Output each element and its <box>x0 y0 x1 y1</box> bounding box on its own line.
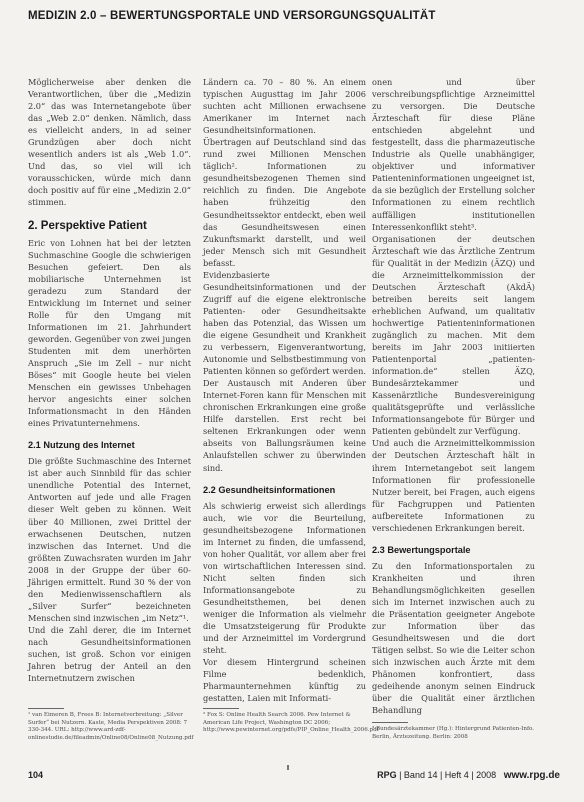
subsection-heading: 2.1 Nutzung des Internet <box>28 440 135 451</box>
footnote-column-2 <box>203 708 379 735</box>
paragraph: Zu den Informationsportalen zu Krankheiten und ihren Behandlungsmöglichkeiten gesellen sich im Internet inzwischen auch zu die Präsentation geeigneter Angebote zur Information über das Gesundheitswesen und die dort Tätigen selbst. So wie die Leiter schon sich inzwischen auch Ärzte mit dem Phänomen konfrontiert, dass gedeihende anonym seinen Eindruck über die Qualität einer ärztlichen Behandlung <box>372 560 535 716</box>
footnote: ³ Bundesärztekammer (Hg.): Hintergrund Patienten-Info. Berlin, Ärztezeitung. Berlin: 2008 <box>372 726 535 740</box>
paragraph: Und die Zahl derer, die im Internet nach Gesundheitsinformationen suchen, ist groß. Schon vor einigen Jahren betrug der Anteil an den Internetnutzern zwischen <box>28 624 191 684</box>
paragraph: Als schwierig erweist sich allerdings auch, wie vor die Beurteilung, gesundheitsbezogene Informationen im Internet zu finden, die umfassend, von hoher Qualität, vor allem aber frei von wirtschaftlichen Interessen sind. Nicht selten finden sich Informationsangebote zu Gesundheitsthemen, bei denen weniger die Information als vielmehr die Umsatzsteigerung für Produkte und der Arzneimittel im Vordergrund steht. <box>203 500 366 656</box>
paragraph: Möglicherweise aber denken die Verantwortlichen, über die „Medizin 2.0“ das was Internetangebote über das „Web 2.0“ denken. Nämlich, dass es vielleicht anders, in ad seiner Grundzügen aber doch nicht wesentlich anders ist als „Web 1.0“. Und das, so viel will ich vorausschicken, würde mich dann doch positiv auf für eine „Medizin 2.0“ stimmen. <box>28 77 191 208</box>
paragraph: Evidenzbasierte Gesundheitsinformationen und der Zugriff auf die eigene elektronische Patienten- oder Gesundheitsakte haben das Potenzial, das Wissen um die eigene Gesundheit und Krankheit zu verbessern, Eigenverantwortung, Autonomie und Selbstbestimmung von Patienten können so gefördert werden. Der Austausch mit Anderen über Internet-Foren kann für Menschen mit chronischen Erkrankungen eine große Hilfe darstellen. Erst recht bei seltenen Erkrankungen oder wenn abseits von Ballungsräumen keine Anlaufstellen schwer zu überwinden sind. <box>203 269 366 473</box>
page-header: MEDIZIN 2.0 – BEWERTUNGSPORTALE UND VERSORGUNGSQUALITÄT <box>28 10 436 22</box>
column-2 <box>203 76 366 704</box>
footnote-column-3 <box>372 722 535 741</box>
paragraph: Ländern ca. 70 – 80 %. An einem typischen Augusttag im Jahr 2006 suchten acht Millionen erwachsene Amerikaner im Internet nach Gesundheitsinformationen. Übertragen auf Deutschland sind das rund zwei Millionen Menschen täglich². Informationen zu gesundheitsbezogenen Themen sind reichlich zu finden. Die Angebote haben frühzeitig den Gesundheitssektor entdeckt, eben weil das Gesundheitswesen einen Zukunftsmarkt darstellt, und weil jeder Mensch sich mit Gesundheit befasst. <box>203 77 366 268</box>
paragraph: Und auch die Arzneimittelkommission der Deutschen Ärzteschaft hält in ihrem Internetangebot seit langem Informationen für professionelle Nutzer bereit, bei Fragen, auch eigens für Fachgruppen und Patienten aufbereitete Informationen zu verschiedenen Erkrankungen bereit. <box>372 438 535 533</box>
footnote-column-1 <box>28 708 194 742</box>
section-heading: 2. Perspektive Patient <box>28 219 147 232</box>
journal-info <box>377 770 560 781</box>
page-footer <box>28 770 560 784</box>
footnote: ¹ van Eimeren B, Frees B: Internetverbreitung: „Silver Surfer“ bei Nutzern. Kaste, Media Perspektiven 2008: 7 330-344. URL: http://www.ard-zdf-onlinestudie.de/fileadmin/Online08/Online08_Nutzung.pdf <box>28 712 194 741</box>
page-number: 104 <box>28 770 44 780</box>
paragraph: Die größte Suchmaschine des Internet ist aber auch Sinnbild für das schier unendliche Potential des Internet, Antworten auf jede und alle Fragen dieser Welt geben zu können. Weit über 40 Millionen, zwei Drittel der erwachsenen Deutschen, nutzen inzwischen das Internet. Und die größten Zuwachsraten wurden im Jahr 2008 in der Gruppe der über 60-Jährigen ermittelt. Rund 30 % der von den Medienwissenschaftlern als „Silver Surfer“ bezeichneten Menschen sind inzwischen „im Netz“¹. <box>28 456 191 623</box>
subsection-heading: 2.2 Gesundheitsinformationen <box>203 484 336 495</box>
footnote-rule <box>203 708 239 709</box>
subsection-heading: 2.3 Bewertungsportale <box>372 544 471 555</box>
footnote: ² Fox S: Online Health Search 2006. Pew Internet & American Life Project, Washington DC 2006; http://www.pewinternet.org/pdfs/PIP_Online_Health_2006.pdf <box>203 712 379 734</box>
paragraph: onen und über verschreibungspflichtige Arzneimittel zu versorgen. Die Deutsche Ärzteschaft für diese Pläne entschieden abgelehnt und festgestellt, dass die pharmazeutische Industrie als Quelle unabhängiger, objektiver und informativer Patienteninformationen ungeeignet ist, da sie bezüglich der Erstellung solcher Informationen zu einem rechtlich auffälligen institutionellen Interessenkonflikt steht³. <box>372 77 535 232</box>
footnote-rule <box>28 708 64 709</box>
paragraph: Organisationen der deutschen Ärzteschaft wie das Ärztliche Zentrum für Qualität in der Medizin (ÄZQ) und die Arzneimittelkommission der Deutschen Ärzteschaft (AkdÄ) betreiben bereits seit langem erheblichen Aufwand, um qualitativ hochwertige Patienteninformationen zugänglich zu machen. Mit dem bereits im Jahr 2003 initiierten Patientenportal „patienten-information.de“ stellen ÄZQ, Bundesärztekammer und Kassenärztliche Bundesvereinigung qualitätsgeprüfte und verlässliche Informationsangebote für Bürger und Patienten gebündelt zur Verfügung. <box>372 233 535 437</box>
column-3 <box>372 76 535 716</box>
footnote-rule <box>372 722 408 723</box>
paragraph: Vor diesem Hintergrund scheinen Filme bedenklich, Pharmaunternehmen künftig zu gestatten, Laien mit Informati- <box>203 657 366 704</box>
journal-name: RPG <box>377 770 397 780</box>
journal-url: www.rpg.de <box>503 770 560 781</box>
paragraph: Eric von Lohnen hat bei der letzten Suchmaschine Google die schwierigen Besuchen gefeiert. Den als mobiliarische Unternehmen ist geradezu zum Standard der Entwicklung im Internet und seiner Rolle für den Umgang mit Informationen im 21. Jahrhundert geworden. Gegenüber von zwei jungen Studenten mit dem unerhörten Anspruch „Sie im Zell – nur nicht Böses“ mit Google heute bei vielen Menschen ein gewisses Unbehagen hervor angesichts einer solchen Informationsmacht in den Händen eines Privatunternehmens. <box>28 237 191 429</box>
column-1 <box>28 76 191 684</box>
journal-issue: | Band 14 | Heft 4 | 2008 <box>396 770 504 780</box>
